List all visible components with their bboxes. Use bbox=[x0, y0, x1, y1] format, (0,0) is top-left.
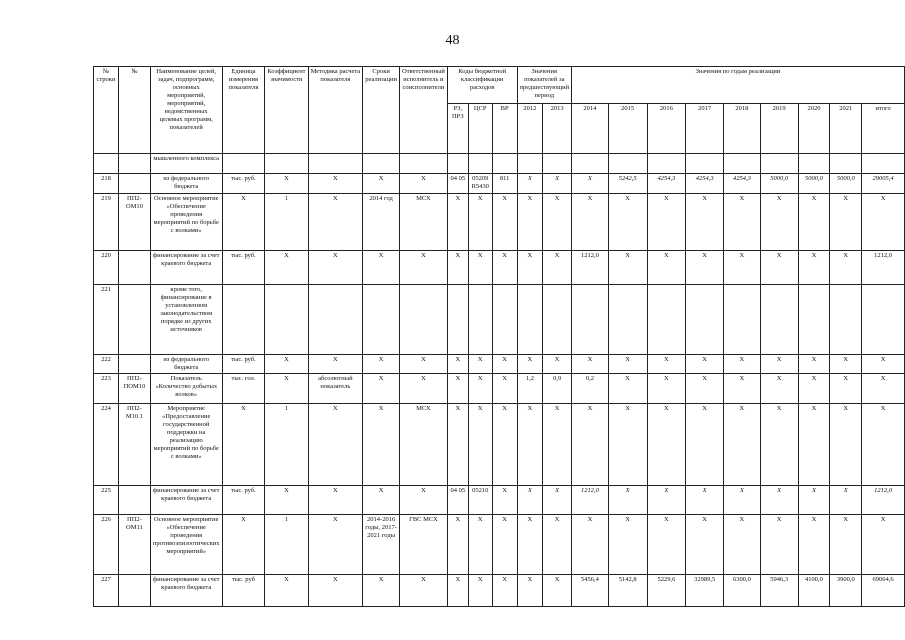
cell-y2020: X bbox=[798, 355, 830, 374]
cell-y2017: 32989,5 bbox=[686, 575, 724, 607]
table-row bbox=[94, 404, 905, 486]
cell-y2021: X bbox=[830, 486, 862, 515]
cell-y2016: X bbox=[647, 486, 686, 515]
cell-vr: X bbox=[492, 575, 517, 607]
cell-name: финансирование за счет краевого бюджета bbox=[150, 575, 222, 607]
cell-vr: X bbox=[492, 486, 517, 515]
cell-y2018 bbox=[724, 285, 761, 355]
cell-n bbox=[118, 154, 150, 174]
cell-y2019 bbox=[760, 154, 798, 174]
cell-y2012: X bbox=[517, 486, 543, 515]
cell-rz: X bbox=[447, 194, 468, 251]
cell-y2012: X bbox=[517, 515, 543, 575]
cell-terms: X bbox=[363, 575, 400, 607]
cell-y2015: X bbox=[608, 486, 647, 515]
header-unit: Единица измерения показателя bbox=[222, 67, 265, 154]
cell-method bbox=[308, 154, 363, 174]
cell-y2019: X bbox=[760, 374, 798, 404]
cell-y2014 bbox=[572, 154, 609, 174]
cell-y2014: X bbox=[572, 174, 609, 194]
cell-y2020 bbox=[798, 285, 830, 355]
cell-rz: X bbox=[447, 515, 468, 575]
cell-y2012: 1,2 bbox=[517, 374, 543, 404]
cell-method: X bbox=[308, 486, 363, 515]
cell-y2020: X bbox=[798, 251, 830, 285]
cell-r: 226 bbox=[94, 515, 119, 575]
cell-r bbox=[94, 154, 119, 174]
cell-y2017: X bbox=[686, 355, 724, 374]
cell-y2021 bbox=[830, 154, 862, 174]
table-row bbox=[94, 374, 905, 404]
cell-name: кроме того, финансирование в установленном законодательством порядке из других источников bbox=[150, 285, 222, 355]
cell-y2014 bbox=[572, 285, 609, 355]
cell-total: X bbox=[862, 404, 905, 486]
cell-y2014: 0,2 bbox=[572, 374, 609, 404]
cell-unit bbox=[222, 285, 265, 355]
cell-name: Основное мероприятие «Обеспечение проведения противоэпизоотических мероприятий» bbox=[150, 515, 222, 575]
cell-y2012: X bbox=[517, 174, 543, 194]
cell-r: 224 bbox=[94, 404, 119, 486]
cell-r: 219 bbox=[94, 194, 119, 251]
cell-y2017 bbox=[686, 285, 724, 355]
cell-y2019: 5000,0 bbox=[760, 174, 798, 194]
header-2014: 2014 bbox=[572, 104, 609, 154]
cell-y2019: 5946,3 bbox=[760, 575, 798, 607]
cell-total bbox=[862, 285, 905, 355]
cell-rz: 04 05 bbox=[447, 174, 468, 194]
cell-y2015: X bbox=[608, 355, 647, 374]
header-vr: ВР bbox=[492, 104, 517, 154]
cell-y2020 bbox=[798, 154, 830, 174]
cell-r: 220 bbox=[94, 251, 119, 285]
cell-y2019: X bbox=[760, 355, 798, 374]
cell-rz: X bbox=[447, 251, 468, 285]
cell-y2016: X bbox=[647, 404, 686, 486]
cell-terms: X bbox=[363, 174, 400, 194]
header-name: Наименование целей, задач, подпрограмм, основных мероприятий, мероприятий, ведомственных целевых программ, показателей bbox=[150, 67, 222, 154]
cell-terms: X bbox=[363, 355, 400, 374]
cell-y2021: X bbox=[830, 374, 862, 404]
cell-coef: 1 bbox=[265, 404, 308, 486]
cell-terms bbox=[363, 285, 400, 355]
cell-y2012: X bbox=[517, 355, 543, 374]
cell-name: Основное мероприятие «Обеспечение проведения мероприятий по борьбе с волками» bbox=[150, 194, 222, 251]
cell-coef: X bbox=[265, 251, 308, 285]
cell-method: X bbox=[308, 174, 363, 194]
cell-vr bbox=[492, 285, 517, 355]
cell-y2014: 1212,0 bbox=[572, 486, 609, 515]
cell-y2012 bbox=[517, 285, 543, 355]
cell-vr: X bbox=[492, 404, 517, 486]
cell-unit: тыс. руб. bbox=[222, 251, 265, 285]
page-number: 48 bbox=[445, 33, 460, 48]
cell-name: финансирование за счет краевого бюджета bbox=[150, 486, 222, 515]
cell-y2015 bbox=[608, 154, 647, 174]
cell-y2018: X bbox=[724, 251, 761, 285]
table-row bbox=[94, 486, 905, 515]
cell-coef bbox=[265, 285, 308, 355]
cell-r: 223 bbox=[94, 374, 119, 404]
header-row-no: № строки bbox=[94, 67, 119, 154]
cell-y2015 bbox=[608, 285, 647, 355]
cell-unit: тыс. руб. bbox=[222, 355, 265, 374]
cell-y2020: X bbox=[798, 194, 830, 251]
cell-y2020: 5000,0 bbox=[798, 174, 830, 194]
cell-terms: X bbox=[363, 374, 400, 404]
cell-csr: X bbox=[468, 374, 492, 404]
cell-resp bbox=[400, 285, 448, 355]
cell-unit: X bbox=[222, 194, 265, 251]
table-row bbox=[94, 285, 905, 355]
cell-unit: тыс. руб. bbox=[222, 174, 265, 194]
cell-method: X bbox=[308, 515, 363, 575]
cell-y2020: X bbox=[798, 404, 830, 486]
cell-csr: X bbox=[468, 194, 492, 251]
cell-y2018: 6300,0 bbox=[724, 575, 761, 607]
cell-y2017: 4254,3 bbox=[686, 174, 724, 194]
cell-y2013: X bbox=[543, 515, 572, 575]
cell-resp: X bbox=[400, 374, 448, 404]
cell-y2012: X bbox=[517, 194, 543, 251]
cell-resp: X bbox=[400, 174, 448, 194]
cell-y2019: X bbox=[760, 251, 798, 285]
cell-coef: 1 bbox=[265, 515, 308, 575]
header-coef: Коэффициент значимости bbox=[265, 67, 308, 154]
table-row bbox=[94, 515, 905, 575]
cell-method: абсолютный показатель bbox=[308, 374, 363, 404]
cell-rz bbox=[447, 154, 468, 174]
cell-y2014: X bbox=[572, 355, 609, 374]
cell-coef: X bbox=[265, 374, 308, 404]
cell-total: X bbox=[862, 374, 905, 404]
cell-rz: X bbox=[447, 404, 468, 486]
cell-vr: 811 bbox=[492, 174, 517, 194]
cell-y2015: X bbox=[608, 194, 647, 251]
cell-method: X bbox=[308, 194, 363, 251]
cell-unit: тыс. руб. bbox=[222, 486, 265, 515]
cell-y2019: X bbox=[760, 404, 798, 486]
cell-y2018: X bbox=[724, 515, 761, 575]
cell-name: мышленного комплекса bbox=[150, 154, 222, 174]
cell-y2016 bbox=[647, 285, 686, 355]
cell-rz: X bbox=[447, 575, 468, 607]
cell-coef: 1 bbox=[265, 194, 308, 251]
cell-vr: X bbox=[492, 515, 517, 575]
cell-name: из федерального бюджета bbox=[150, 355, 222, 374]
cell-unit: тыс. гол. bbox=[222, 374, 265, 404]
header-resp: Ответственный исполнитель и соисполнители bbox=[400, 67, 448, 154]
cell-method bbox=[308, 285, 363, 355]
cell-n bbox=[118, 174, 150, 194]
cell-resp: X bbox=[400, 251, 448, 285]
cell-terms: 2014 год bbox=[363, 194, 400, 251]
cell-csr bbox=[468, 285, 492, 355]
cell-rz bbox=[447, 285, 468, 355]
cell-csr: 05209 R5430 bbox=[468, 174, 492, 194]
cell-csr: X bbox=[468, 515, 492, 575]
cell-y2021: X bbox=[830, 251, 862, 285]
header-budget-codes: Коды бюджетной классификации расходов bbox=[447, 67, 517, 104]
cell-vr: X bbox=[492, 194, 517, 251]
header-2016: 2016 bbox=[647, 104, 686, 154]
cell-y2017: X bbox=[686, 251, 724, 285]
cell-y2013: X bbox=[543, 404, 572, 486]
header-2015: 2015 bbox=[608, 104, 647, 154]
cell-y2014: X bbox=[572, 194, 609, 251]
cell-csr: 05210 bbox=[468, 486, 492, 515]
cell-y2016: X bbox=[647, 251, 686, 285]
cell-method: X bbox=[308, 404, 363, 486]
table-body bbox=[94, 154, 905, 607]
header-2021: 2021 bbox=[830, 104, 862, 154]
cell-vr bbox=[492, 154, 517, 174]
header-no: № bbox=[118, 67, 150, 154]
cell-y2013 bbox=[543, 285, 572, 355]
cell-resp: ГВС МСХ bbox=[400, 515, 448, 575]
cell-y2013: X bbox=[543, 575, 572, 607]
cell-y2012: X bbox=[517, 575, 543, 607]
cell-n bbox=[118, 575, 150, 607]
cell-n: ПП2-ОМ10 bbox=[118, 194, 150, 251]
cell-resp bbox=[400, 154, 448, 174]
cell-vr: X bbox=[492, 355, 517, 374]
cell-unit: X bbox=[222, 404, 265, 486]
cell-y2017: X bbox=[686, 404, 724, 486]
cell-y2017: X bbox=[686, 194, 724, 251]
header-prev-values: Значения показателей за предшествующий период bbox=[517, 67, 572, 104]
cell-y2012: X bbox=[517, 404, 543, 486]
cell-terms: X bbox=[363, 404, 400, 486]
cell-n bbox=[118, 486, 150, 515]
cell-vr: X bbox=[492, 251, 517, 285]
header-2018: 2018 bbox=[724, 104, 761, 154]
cell-y2018: X bbox=[724, 486, 761, 515]
cell-n: ПП2-М10.1 bbox=[118, 404, 150, 486]
cell-y2015: 5242,5 bbox=[608, 174, 647, 194]
cell-method: X bbox=[308, 575, 363, 607]
cell-name: Показатель «Количество добытых волков» bbox=[150, 374, 222, 404]
cell-y2021: X bbox=[830, 355, 862, 374]
table-row bbox=[94, 575, 905, 607]
cell-total: 69064,6 bbox=[862, 575, 905, 607]
cell-y2017: X bbox=[686, 374, 724, 404]
cell-terms: X bbox=[363, 486, 400, 515]
cell-y2020: X bbox=[798, 515, 830, 575]
cell-total: X bbox=[862, 355, 905, 374]
cell-y2013 bbox=[543, 154, 572, 174]
cell-y2013: X bbox=[543, 194, 572, 251]
cell-total: 29005,4 bbox=[862, 174, 905, 194]
cell-y2016: X bbox=[647, 515, 686, 575]
cell-csr: X bbox=[468, 404, 492, 486]
cell-coef: X bbox=[265, 174, 308, 194]
header-2019: 2019 bbox=[760, 104, 798, 154]
cell-coef bbox=[265, 154, 308, 174]
cell-y2020: X bbox=[798, 374, 830, 404]
cell-y2016: 4254,3 bbox=[647, 174, 686, 194]
cell-total: X bbox=[862, 515, 905, 575]
budget-table bbox=[93, 66, 905, 607]
cell-n bbox=[118, 285, 150, 355]
cell-n: ПП2-ПОМ10 bbox=[118, 374, 150, 404]
cell-r: 225 bbox=[94, 486, 119, 515]
cell-y2013: 0,9 bbox=[543, 374, 572, 404]
cell-y2014: 1212,0 bbox=[572, 251, 609, 285]
cell-y2015: X bbox=[608, 515, 647, 575]
header-2020: 2020 bbox=[798, 104, 830, 154]
cell-y2018: X bbox=[724, 194, 761, 251]
cell-unit bbox=[222, 154, 265, 174]
cell-y2020: X bbox=[798, 486, 830, 515]
cell-terms bbox=[363, 154, 400, 174]
cell-r: 222 bbox=[94, 355, 119, 374]
cell-y2017 bbox=[686, 154, 724, 174]
cell-resp: X bbox=[400, 575, 448, 607]
cell-y2016: X bbox=[647, 355, 686, 374]
cell-y2015: X bbox=[608, 404, 647, 486]
cell-method: X bbox=[308, 355, 363, 374]
cell-resp: МСХ bbox=[400, 194, 448, 251]
cell-y2013: X bbox=[543, 174, 572, 194]
cell-y2012 bbox=[517, 154, 543, 174]
cell-y2014: 5456,4 bbox=[572, 575, 609, 607]
cell-r: 221 bbox=[94, 285, 119, 355]
cell-resp: X bbox=[400, 486, 448, 515]
cell-rz: X bbox=[447, 374, 468, 404]
header-2017: 2017 bbox=[686, 104, 724, 154]
cell-coef: X bbox=[265, 575, 308, 607]
cell-resp: МСХ bbox=[400, 404, 448, 486]
table-row bbox=[94, 154, 905, 174]
header-terms: Сроки реализации bbox=[363, 67, 400, 154]
cell-y2021: 3900,0 bbox=[830, 575, 862, 607]
table-row bbox=[94, 355, 905, 374]
cell-y2018: X bbox=[724, 374, 761, 404]
header-csr: ЦСР bbox=[468, 104, 492, 154]
cell-unit: X bbox=[222, 515, 265, 575]
table-row bbox=[94, 251, 905, 285]
cell-csr: X bbox=[468, 355, 492, 374]
cell-y2014: X bbox=[572, 515, 609, 575]
cell-y2017: X bbox=[686, 515, 724, 575]
cell-coef: X bbox=[265, 355, 308, 374]
cell-y2013: X bbox=[543, 251, 572, 285]
cell-y2018: 4254,3 bbox=[724, 174, 761, 194]
cell-y2012: X bbox=[517, 251, 543, 285]
cell-terms: 2014-2016 годы, 2017-2021 годы bbox=[363, 515, 400, 575]
header-year-values: Значения по годам реализации bbox=[572, 67, 905, 104]
cell-r: 218 bbox=[94, 174, 119, 194]
cell-vr: X bbox=[492, 374, 517, 404]
cell-name: из федерального бюджета bbox=[150, 174, 222, 194]
cell-y2017: X bbox=[686, 486, 724, 515]
cell-y2016: X bbox=[647, 374, 686, 404]
cell-name: Мероприятие «Предоставление государственной поддержки на реализацию мероприятий по борьбе с волками» bbox=[150, 404, 222, 486]
cell-csr: X bbox=[468, 575, 492, 607]
cell-y2019: X bbox=[760, 194, 798, 251]
cell-name: финансирование за счет краевого бюджета bbox=[150, 251, 222, 285]
cell-coef: X bbox=[265, 486, 308, 515]
cell-y2013: X bbox=[543, 486, 572, 515]
cell-y2021: X bbox=[830, 194, 862, 251]
cell-total: X bbox=[862, 194, 905, 251]
cell-terms: X bbox=[363, 251, 400, 285]
cell-n: ПП2-ОМ11 bbox=[118, 515, 150, 575]
cell-y2019: X bbox=[760, 486, 798, 515]
cell-y2016: X bbox=[647, 194, 686, 251]
cell-y2021: X bbox=[830, 404, 862, 486]
cell-y2016 bbox=[647, 154, 686, 174]
table-row bbox=[94, 194, 905, 251]
cell-rz: X bbox=[447, 355, 468, 374]
cell-y2021: 5000,0 bbox=[830, 174, 862, 194]
cell-y2016: 5229,6 bbox=[647, 575, 686, 607]
cell-y2014: X bbox=[572, 404, 609, 486]
cell-y2018 bbox=[724, 154, 761, 174]
cell-total bbox=[862, 154, 905, 174]
cell-y2015: 5142,8 bbox=[608, 575, 647, 607]
cell-y2018: X bbox=[724, 404, 761, 486]
header-method: Методика расчета показателя bbox=[308, 67, 363, 154]
cell-y2015: X bbox=[608, 251, 647, 285]
cell-y2019: X bbox=[760, 515, 798, 575]
cell-y2018: X bbox=[724, 355, 761, 374]
cell-r: 227 bbox=[94, 575, 119, 607]
cell-y2021: X bbox=[830, 515, 862, 575]
header-rz: РЗ, ПРЗ bbox=[447, 104, 468, 154]
header-2012: 2012 bbox=[517, 104, 543, 154]
cell-y2021 bbox=[830, 285, 862, 355]
cell-y2019 bbox=[760, 285, 798, 355]
cell-resp: X bbox=[400, 355, 448, 374]
cell-total: 1212,0 bbox=[862, 251, 905, 285]
cell-y2015: X bbox=[608, 374, 647, 404]
cell-y2013: X bbox=[543, 355, 572, 374]
table-row bbox=[94, 174, 905, 194]
cell-method: X bbox=[308, 251, 363, 285]
cell-csr: X bbox=[468, 251, 492, 285]
cell-total: 1212,0 bbox=[862, 486, 905, 515]
cell-rz: 04 05 bbox=[447, 486, 468, 515]
cell-n bbox=[118, 355, 150, 374]
cell-y2020: 4100,0 bbox=[798, 575, 830, 607]
header-total: итого bbox=[862, 104, 905, 154]
table-header bbox=[94, 67, 905, 154]
cell-unit: тыс. руб bbox=[222, 575, 265, 607]
header-2013: 2013 bbox=[543, 104, 572, 154]
cell-n bbox=[118, 251, 150, 285]
cell-csr bbox=[468, 154, 492, 174]
